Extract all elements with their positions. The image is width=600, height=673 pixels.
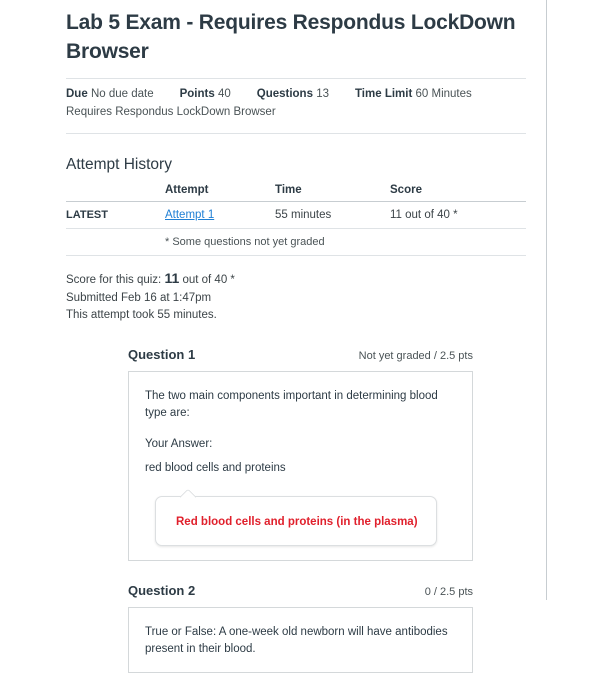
quiz-requirement: Requires Respondus LockDown Browser bbox=[66, 106, 276, 118]
score-suffix: out of 40 * bbox=[182, 274, 235, 286]
meta-due-value: No due date bbox=[90, 88, 154, 100]
meta-time-limit-value: 60 Minutes bbox=[415, 88, 472, 100]
meta-points bbox=[180, 88, 231, 100]
question-1-header bbox=[128, 347, 473, 371]
page-title: Lab 5 Exam - Requires Respondus LockDown Browser bbox=[66, 11, 516, 63]
footnote-text: * Some questions not yet graded bbox=[165, 236, 325, 248]
meta-questions bbox=[257, 88, 329, 100]
column-header-score: Score bbox=[390, 184, 526, 202]
question-1-your-answer-label: Your Answer: bbox=[145, 437, 213, 450]
meta-points-value: 40 bbox=[217, 88, 231, 100]
question-2-points: 0 / 2.5 pts bbox=[424, 585, 473, 598]
submitted-line: Submitted Feb 16 at 1:47pm bbox=[66, 291, 212, 304]
meta-time-limit bbox=[355, 88, 472, 100]
question-2 bbox=[128, 583, 473, 673]
question-2-name: Question 2 bbox=[128, 582, 196, 598]
score-prefix: Score for this quiz: bbox=[66, 274, 162, 286]
attempt-1-link[interactable]: Attempt 1 bbox=[165, 209, 215, 221]
meta-questions-label: Questions bbox=[256, 88, 313, 100]
column-header-time: Time bbox=[275, 184, 390, 202]
question-2-header bbox=[128, 583, 473, 607]
question-1-body bbox=[128, 371, 473, 561]
score-summary bbox=[66, 256, 526, 325]
question-1-text: The two main components important in determining blood type are: bbox=[145, 389, 438, 419]
page-content bbox=[66, 0, 526, 673]
question-1-name: Question 1 bbox=[128, 346, 196, 362]
question-1-your-answer: red blood cells and proteins bbox=[145, 461, 286, 474]
question-1-points: Not yet graded / 2.5 pts bbox=[358, 349, 473, 362]
cell-score: 11 out of 40 * bbox=[390, 202, 526, 229]
attempt-history-table bbox=[66, 184, 526, 256]
question-2-body bbox=[128, 607, 473, 673]
cell-attempt bbox=[165, 202, 275, 229]
table-row bbox=[66, 202, 526, 229]
duration-line: This attempt took 55 minutes. bbox=[66, 309, 217, 321]
column-header-latest bbox=[66, 184, 165, 202]
meta-due bbox=[66, 88, 154, 100]
cell-time: 55 minutes bbox=[275, 202, 390, 229]
cell-latest-badge bbox=[66, 202, 165, 229]
score-line bbox=[66, 270, 526, 290]
cell-footnote-spacer bbox=[66, 229, 165, 256]
question-1 bbox=[128, 347, 473, 561]
meta-time-limit-label: Time Limit bbox=[354, 88, 413, 100]
cell-footnote bbox=[165, 229, 526, 256]
attempt-history-heading: Attempt History bbox=[66, 156, 172, 173]
latest-label: LATEST bbox=[66, 209, 108, 221]
table-header-row bbox=[66, 184, 526, 202]
correct-answer-callout bbox=[155, 496, 437, 546]
score-value: 11 bbox=[164, 270, 180, 286]
callout-pointer-icon bbox=[180, 488, 197, 505]
quiz-meta-row bbox=[66, 79, 526, 103]
meta-questions-value: 13 bbox=[316, 88, 329, 100]
question-1-callout-wrapper bbox=[145, 474, 456, 546]
table-footnote-row bbox=[66, 229, 526, 256]
meta-points-label: Points bbox=[179, 88, 215, 100]
correct-answer-text: Red blood cells and proteins (in the plasma) bbox=[176, 515, 418, 528]
column-header-attempt: Attempt bbox=[165, 184, 275, 202]
meta-due-label: Due bbox=[66, 88, 88, 100]
question-2-text: True or False: A one-week old newborn will have antibodies present in their blood. bbox=[145, 625, 448, 655]
